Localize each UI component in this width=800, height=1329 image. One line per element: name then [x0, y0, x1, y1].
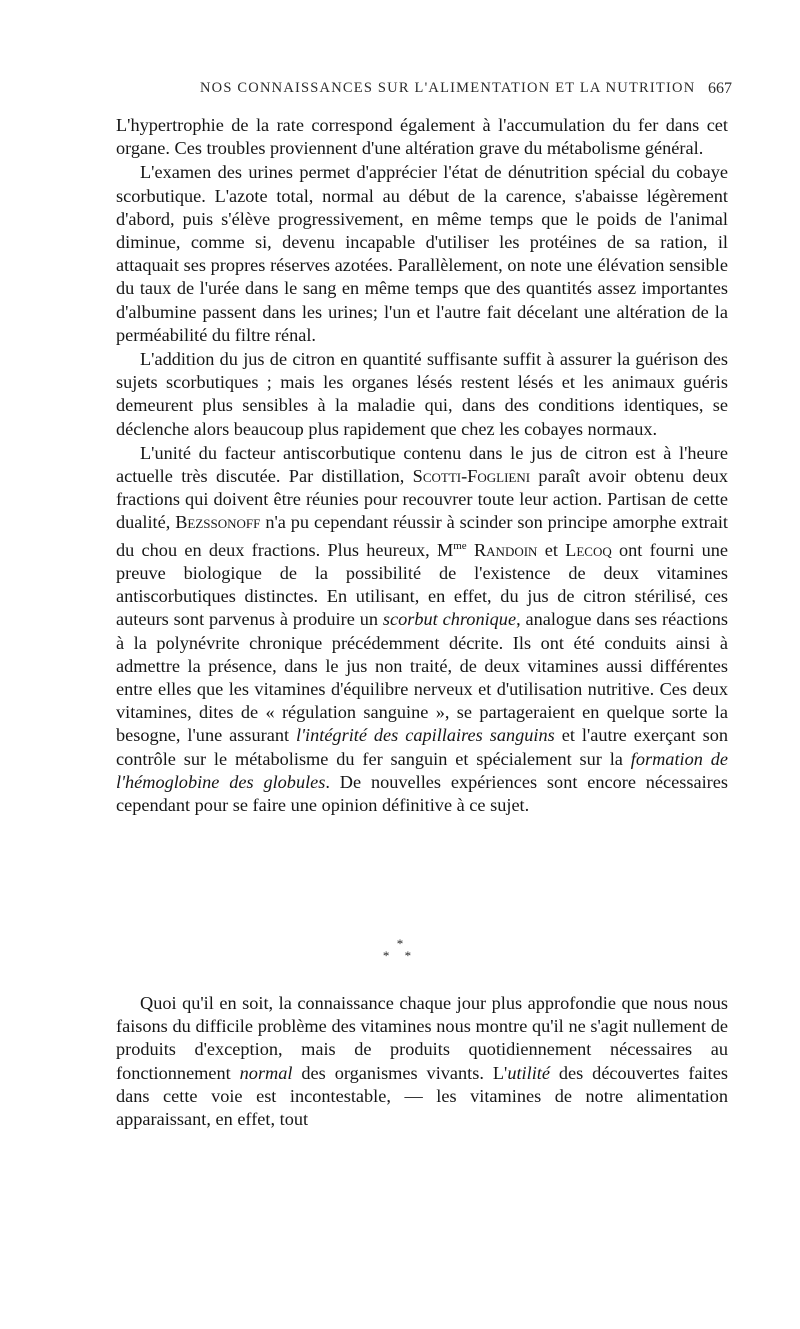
page-header — [112, 80, 732, 104]
emphasis: l'intégrité des capillaires sanguins — [296, 725, 555, 746]
paragraph-4-text: n'a pu cependant réussir à scinder son principe amorphe extrait du chou en deux fractions. Plus heureux, M — [116, 512, 729, 560]
paragraph-5 — [116, 992, 728, 1131]
paragraph-4-text: ont fourni une preuve biologique de la possibilité de l'existence de deux vitamines antiscorbutiques distinctes. En utilisant, en effet, du jus de citron stérilisé, ces auteurs sont parvenus à produire un — [116, 539, 728, 630]
paragraph-3: L'addition du jus de citron en quantité suffisante suffit à assurer la guérison des sujets scorbutiques ; mais les organes lésés restent lésés et les animaux guéris demeurent plus sensibles à la maladie qui, dans des conditions identiques, se déclenche alors beaucoup plus rapidement que chez les cobayes normaux. — [116, 349, 728, 439]
page-number: 667 — [708, 80, 732, 97]
superscript: me — [453, 539, 467, 552]
author-name: Lecoq — [565, 539, 612, 560]
paragraph-5-text: Quoi qu'il en soit, la connaissance chaque jour plus approfondie que nous nous faisons du difficile problème des vitamines nous montre qu'il ne s'agit nullement de produits d'exception, mais de produits quotidiennement nécessaires au fonctionnement — [116, 993, 728, 1083]
main-text — [116, 114, 728, 818]
paragraph-4-text: paraît avoir obtenu deux fractions qui doivent être réunies pour recouvrer toute leur action. Partisan de cette dualité, — [116, 466, 728, 533]
author-name: Randoin — [473, 539, 538, 560]
paragraph-5-text: des découvertes faites dans cette voie est incontestable, — les vitamines de notre alimentation apparaissant, en effet, tout — [116, 1062, 728, 1130]
section-separator — [380, 938, 420, 970]
paragraph-4-text: L'unité du facteur antiscorbutique contenu dans le jus de citron est à l'heure actuelle très discutée. Par distillation, — [116, 442, 728, 487]
paragraph-2: L'examen des urines permet d'apprécier l'état de dénutrition spécial du cobaye scorbutique. L'azote total, normal au début de la carence, s'abaisse légèrement d'abord, puis s'élève progressivement, en même temps que le poids de l'animal diminue, comme si, devenu incapable d'utiliser les protéines de sa ration, il attaquait ses propres réserves azotées. Parallèlement, on note une élévation sensible du taux de l'urée dans le sang en même temps que des quantités assez importantes d'albumine passent dans les urines; l'un et l'autre fait décelant une altération de la perméabilité du filtre rénal. — [116, 162, 728, 345]
asterism-top: * — [396, 936, 404, 951]
emphasis: utilité — [507, 1062, 550, 1083]
paragraph-4-text: et — [537, 539, 566, 560]
asterism-bottom: * * — [382, 948, 418, 963]
author-name: Scotti-Foglieni — [412, 466, 531, 487]
paragraph-4-text: . De nouvelles expériences sont encore nécessaires cependant pour se faire une opinion définitive à ce sujet. — [116, 771, 728, 815]
paragraph-4 — [116, 442, 728, 817]
running-title: NOS CONNAISSANCES SUR L'ALIMENTATION ET LA NUTRITION — [200, 80, 696, 96]
emphasis: scorbut chronique — [382, 609, 517, 630]
paragraph-5-text: des organismes vivants. L' — [292, 1062, 508, 1083]
emphasis: normal — [239, 1062, 293, 1083]
paragraph-4-text: et l'autre exerçant son contrôle sur le métabolisme du fer sanguin et spécialement sur la — [116, 725, 728, 769]
paragraph-1: L'hypertrophie de la rate correspond également à l'accumulation du fer dans cet organe. Ces troubles proviennent d'une altération grave du métabolisme général. — [116, 115, 728, 159]
emphasis: formation de l'hémoglobine des globules — [116, 748, 728, 792]
author-name: Bezssonoff — [175, 512, 261, 533]
paragraph-4-text: , analogue dans ses réactions à la polynévrite chronique précédemment décrite. Ils ont été conduits ainsi à admettre la présence, dans le jus non traité, de deux vitamines aussi différentes entre elles que les vitamines d'équilibre nerveux et d'utilisation nutritive. Ces deux vitamines, dites de « régulation sanguine », se partageraient en quelque sorte la besogne, l'une assurant — [116, 609, 728, 746]
continued-text — [116, 992, 728, 1132]
